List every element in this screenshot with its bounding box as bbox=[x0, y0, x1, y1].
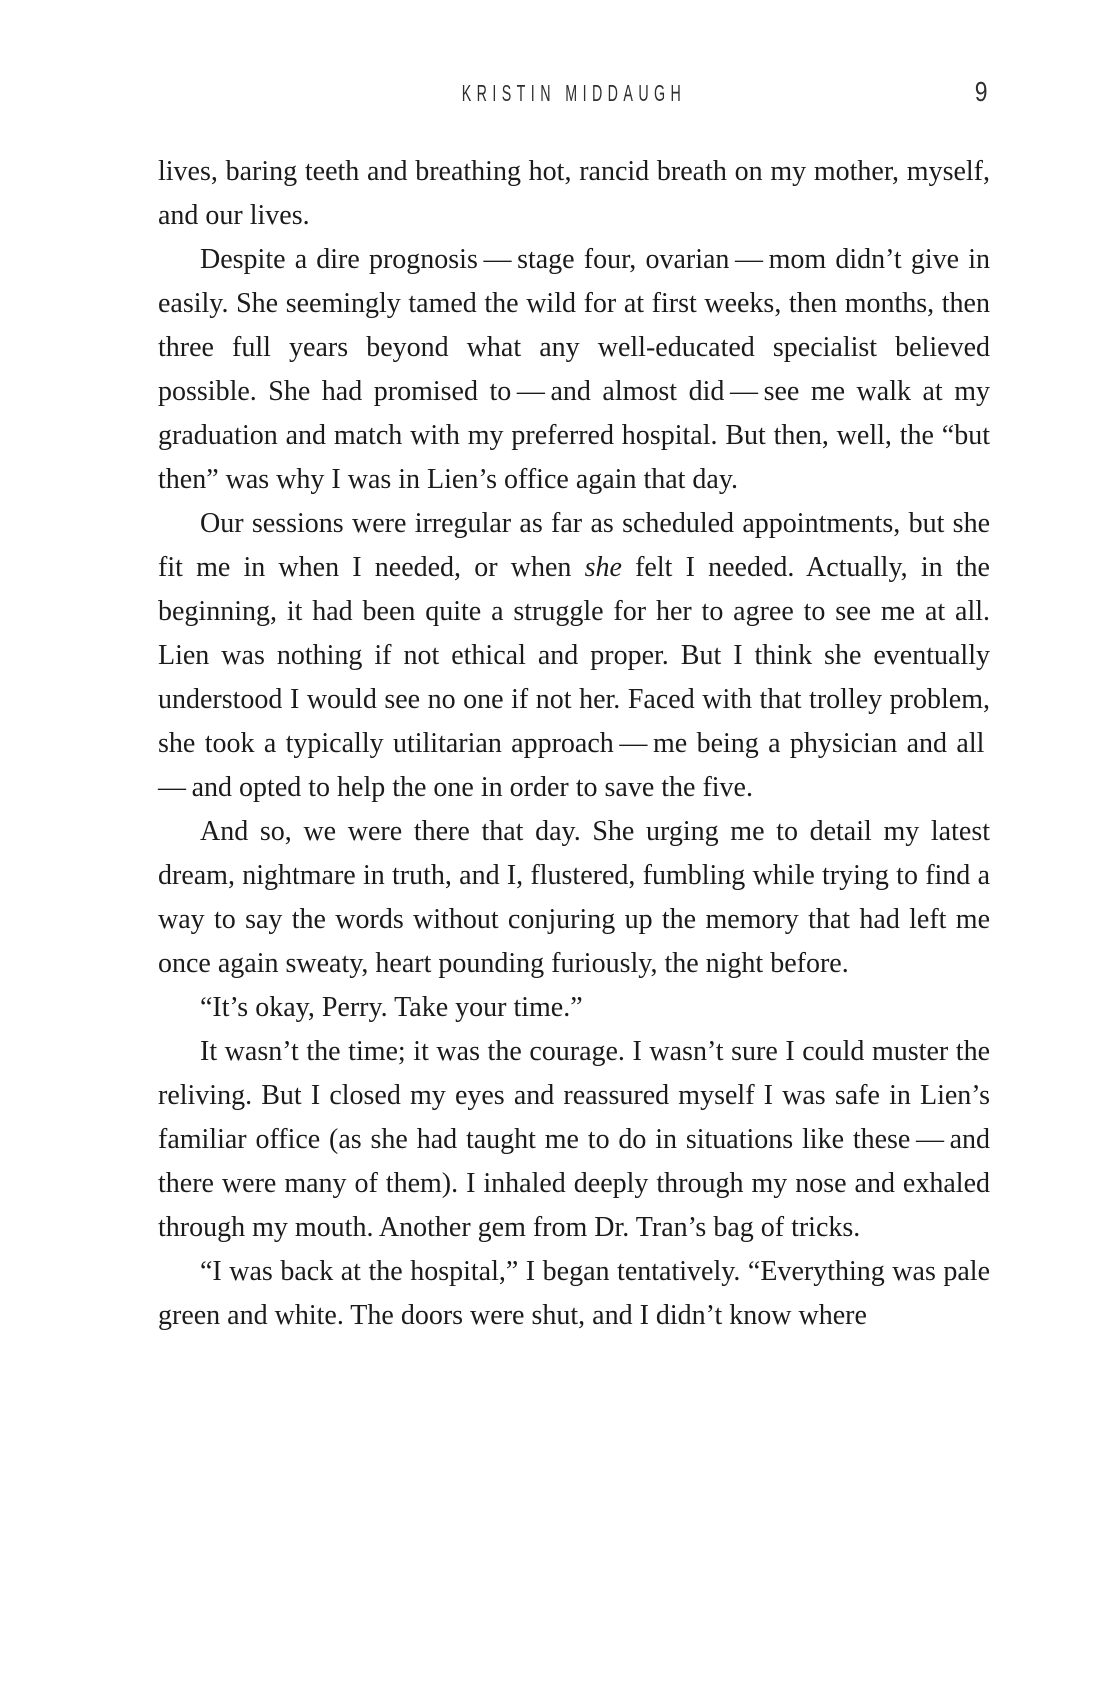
paragraph bbox=[158, 150, 990, 238]
text-run: And so, we were there that day. She urging me to detail my latest dream, nightmare in truth, and I, flustered, fumbling while trying to find a way to say the words without conjuring up the memory that had left me once again sweaty, heart pounding furiously, the night before. bbox=[158, 816, 990, 979]
paragraph bbox=[158, 502, 990, 810]
text-run: It wasn’t the time; it was the courage. I wasn’t sure I could muster the reliving. But I closed my eyes and reassured myself I was safe in Lien’s familiar office (as she had taught me to do in situations like these — and there were many of them). I inhaled deeply through my nose and exhaled through my mouth. Another gem from Dr. Tran’s bag of tricks. bbox=[158, 1036, 990, 1243]
page-header bbox=[158, 76, 990, 110]
italic-text-run: she bbox=[584, 552, 622, 583]
text-run: “It’s okay, Perry. Take your time.” bbox=[200, 992, 583, 1023]
paragraph bbox=[158, 810, 990, 986]
text-run: Despite a dire prognosis — stage four, ovarian — mom didn’t give in easily. She seemingly tamed the wild for at first weeks, then months, then three full years beyond what any well-educated specialist believed possible. She had promised to — and almost did — see me walk at my graduation and match with my preferred hospital. But then, well, the “but then” was why I was in Lien’s office again that day. bbox=[158, 244, 990, 495]
text-run: felt I needed. Actually, in the beginning, it had been quite a struggle for her to agree to see me at all. Lien was nothing if not ethical and proper. But I think she eventually understood I would see no one if not her. Faced with that trolley problem, she took a typically utilitarian approach — me being a physician and all — and opted to help the one in order to save the five. bbox=[158, 552, 990, 803]
running-head-author: KRISTIN MIDDAUGH bbox=[461, 80, 687, 106]
text-run: Our sessions were irregular as far as scheduled appointments, but she fit me in when I needed, or when bbox=[158, 508, 990, 583]
page-number: 9 bbox=[975, 76, 988, 107]
paragraph bbox=[158, 1250, 990, 1338]
text-run: lives, baring teeth and breathing hot, rancid breath on my mother, myself, and our lives. bbox=[158, 156, 990, 231]
paragraph bbox=[158, 1030, 990, 1250]
paragraph bbox=[158, 238, 990, 502]
text-run: “I was back at the hospital,” I began tentatively. “Everything was pale green and white. The doors were shut, and I didn’t know where bbox=[158, 1256, 990, 1331]
paragraph bbox=[158, 986, 990, 1030]
body-text bbox=[158, 150, 990, 1338]
